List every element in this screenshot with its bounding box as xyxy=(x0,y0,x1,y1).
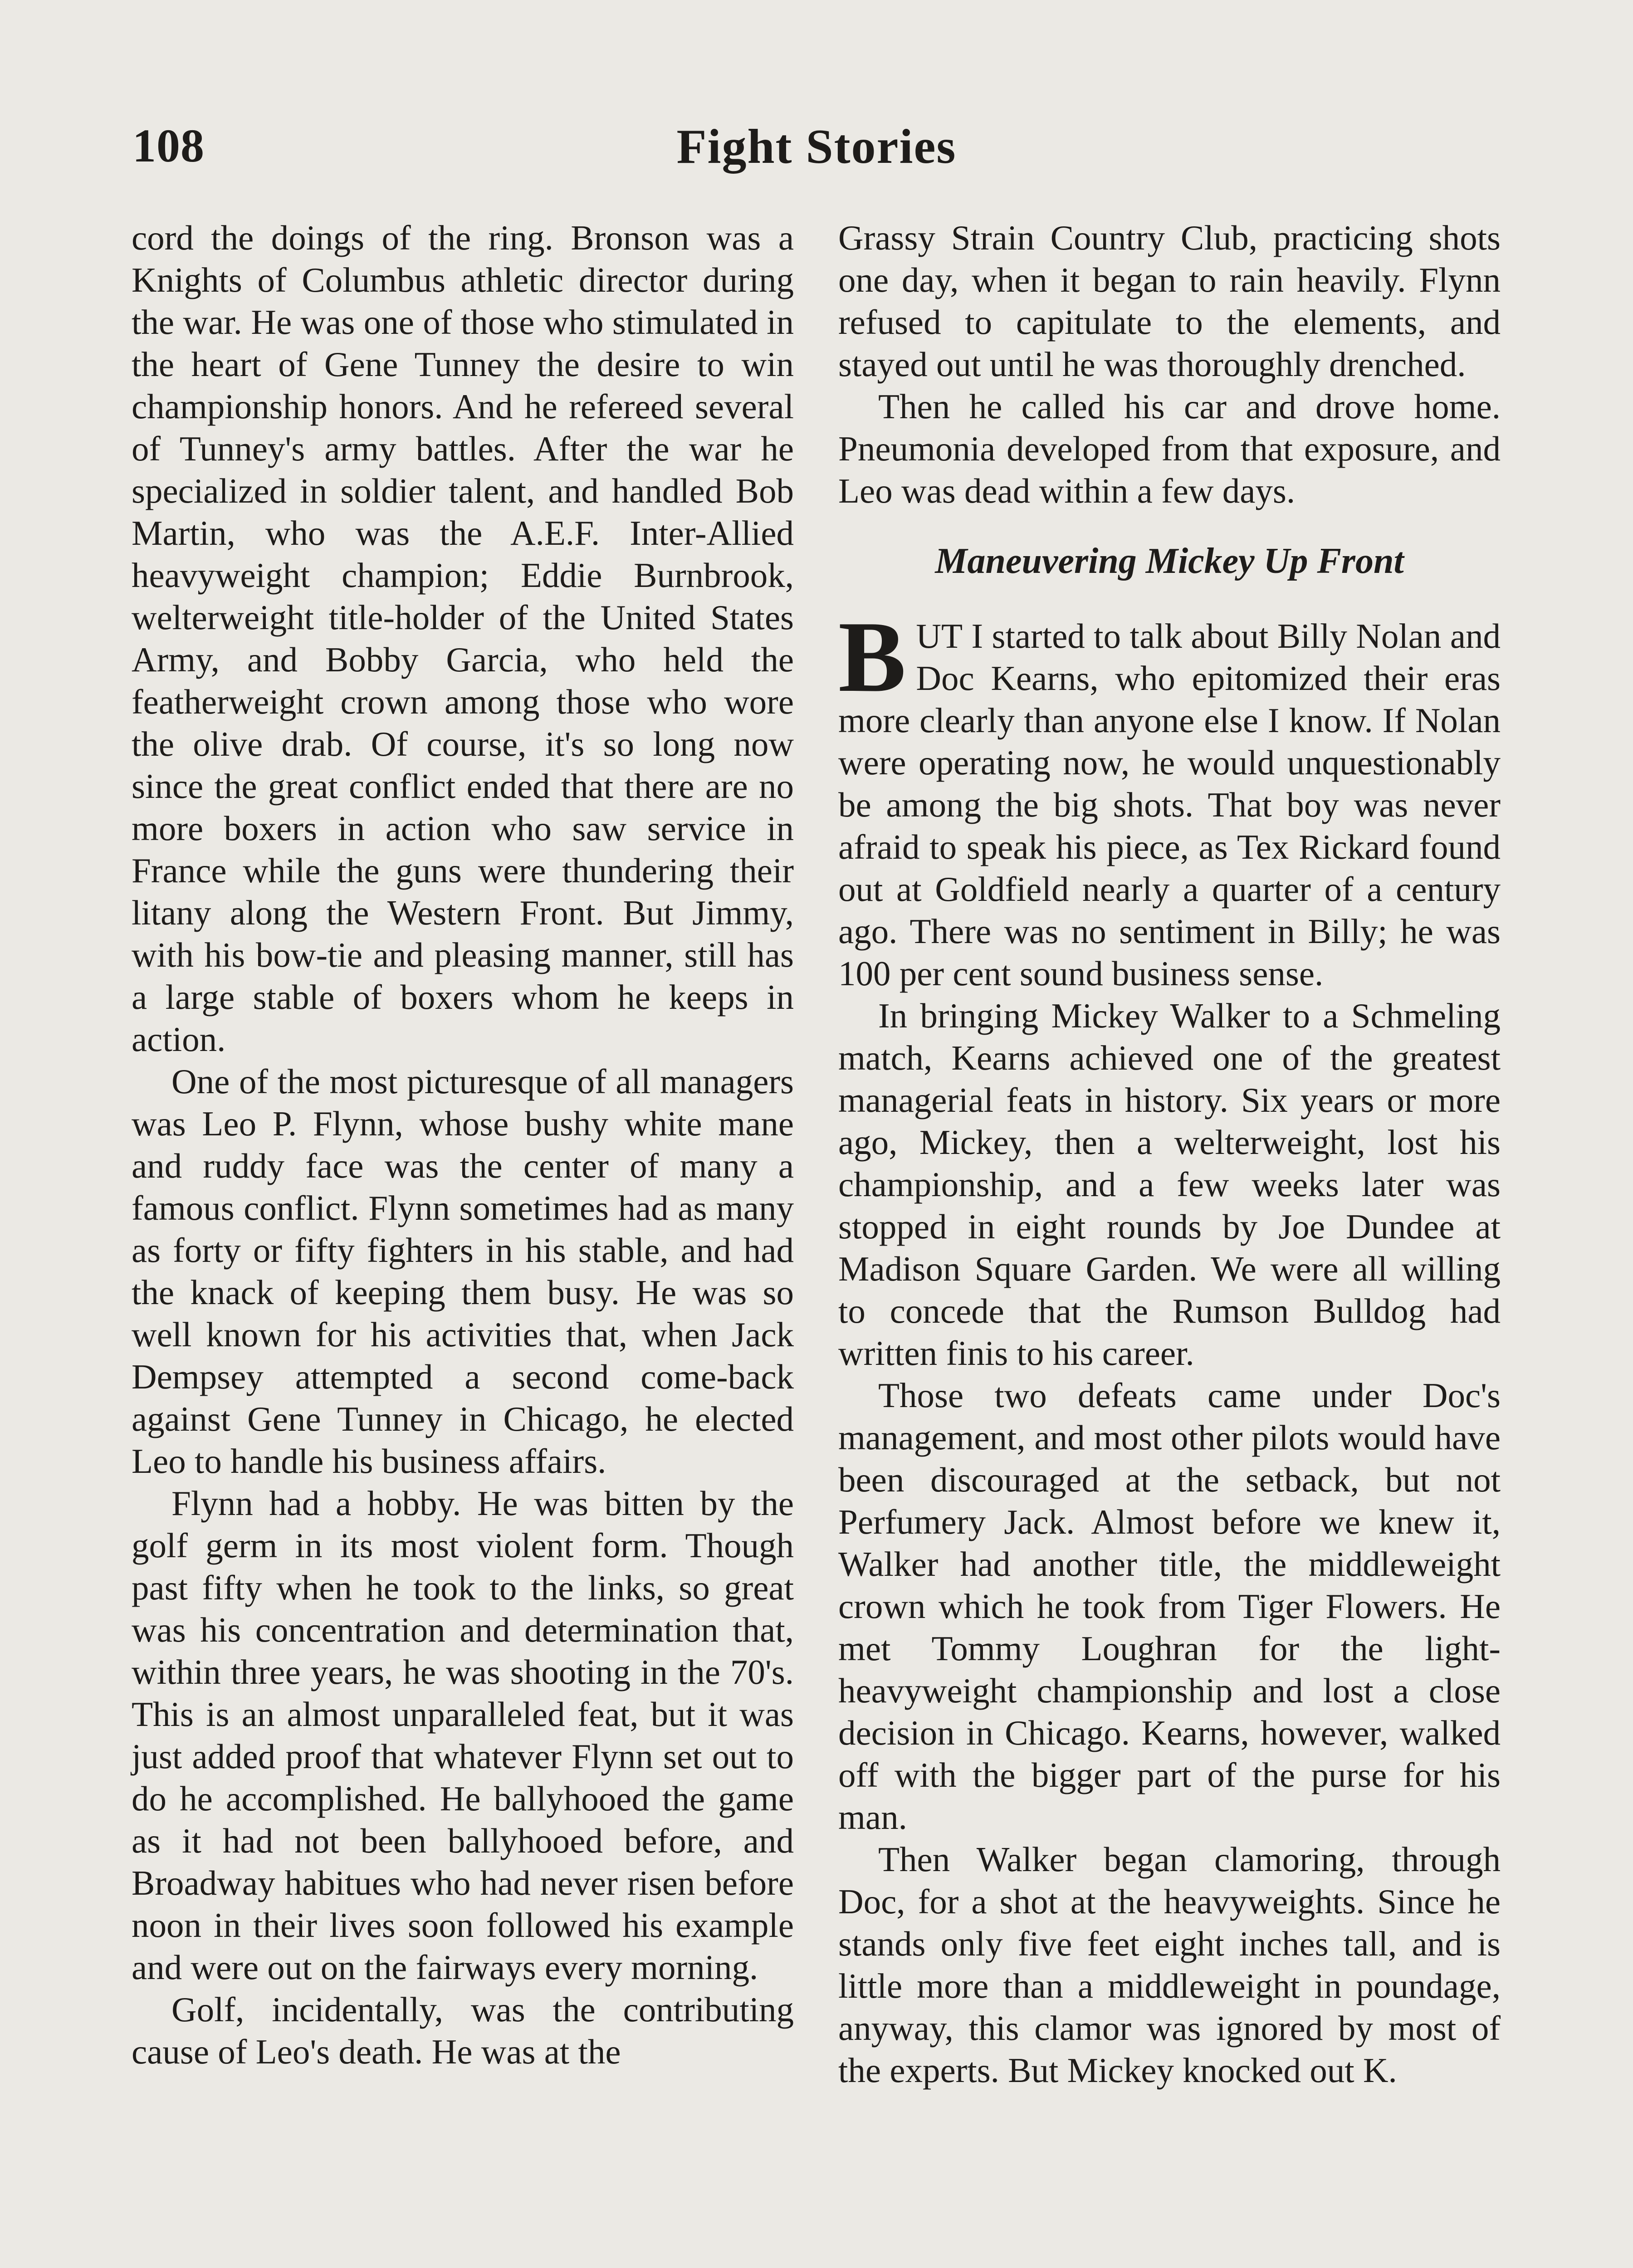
section-heading: Maneuvering Mickey Up Front xyxy=(935,541,1404,581)
running-head: Fight Stories xyxy=(676,120,957,174)
drop-cap: B xyxy=(838,601,906,713)
paragraph: cord the doings of the ring. Bronson was a Knights of Columbus athletic director during the war. He was one of those who stimulated in the heart of Gene Tunney the desire to win championship honors. And he refereed several of Tunney's army battles. After the war he specialized in soldier talent, and handled Bob Martin, who was the A.E.F. Inter-Allied heavyweight champion; Eddie Burnbrook, welterweight title-holder of the United States Army, and Bobby Garcia, who held the featherweight crown among those who wore the olive drab. Of course, it's so long now since the great conflict ended that there are no more boxers in action who saw service in France while the guns were thundering their litany along the Western Front. But Jimmy, with his bow-tie and pleasing manner, still has a large stable of boxers whom he keeps in action. xyxy=(132,218,794,1059)
paragraph: Then Walker began clamoring, through Doc, for a shot at the heavyweights. Since he stands only five feet eight inches tall, and is little more than a middleweight in poundage, anyway, this clamor was ignored by most of the experts. But Mickey knocked out K. xyxy=(838,1840,1501,2090)
paragraph-text: I started to talk about Billy Nolan and Doc Kearns, who epitomized their eras more clearly than anyone else I know. If Nolan were operating now, he would unquestionably be among the big shots. That boy was never afraid to speak his piece, as Tex Rickard found out at Goldfield nearly a quarter of a century ago. There was no sentiment in Billy; he was 100 per cent sound business sense. xyxy=(838,616,1501,993)
paragraph: One of the most picturesque of all managers was Leo P. Flynn, whose bushy white mane and ruddy face was the center of many a famous conflict. Flynn sometimes had as many as forty or fifty fighters in his stable, and had the knack of keeping them busy. He was so well known for his activities that, when Jack Dempsey attempted a second come-back against Gene Tunney in Chicago, he elected Leo to handle his business affairs. xyxy=(132,1062,794,1481)
paragraph: Those two defeats came under Doc's management, and most other pilots would have been discouraged at the setback, but not Perfumery Jack. Almost before we knew it, Walker had another title, the middleweight crown which he took from Tiger Flowers. He met Tommy Loughran for the light-heavyweight championship and lost a close decision in Chicago. Kearns, however, walked off with the bigger part of the purse for his man. xyxy=(838,1376,1501,1837)
left-column xyxy=(132,217,794,2073)
page-number: 108 xyxy=(132,120,205,172)
paragraph: Then he called his car and drove home. Pneumonia developed from that exposure, and Leo was dead within a few days. xyxy=(838,387,1501,510)
right-column xyxy=(838,217,1501,2092)
paragraph: In bringing Mickey Walker to a Schmeling match, Kearns achieved one of the greatest managerial feats in history. Six years or more ago, Mickey, then a welterweight, lost his championship, and a few weeks later was stopped in eight rounds by Joe Dundee at Madison Square Garden. We were all willing to concede that the Rumson Bulldog had written finis to his career. xyxy=(838,996,1501,1373)
drop-cap-rest: UT xyxy=(916,616,963,655)
paragraph: Golf, incidentally, was the contributing cause of Leo's death. He was at the xyxy=(132,1990,794,2071)
paragraph: Flynn had a hobby. He was bitten by the golf germ in its most violent form. Though past fifty when he took to the links, so great was his concentration and determination that, within three years, he was shooting in the 70's. This is an almost unparalleled feat, but it was just added proof that whatever Flynn set out to do he accomplished. He ballyhooed the game as it had not been ballyhooed before, and Broadway habitues who had never risen before noon in their lives soon followed his example and were out on the fairways every morning. xyxy=(132,1484,794,1987)
drop-cap-paragraph xyxy=(838,601,1501,995)
paragraph: Grassy Strain Country Club, practicing shots one day, when it began to rain heavily. Flynn refused to capitulate to the elements, and stayed out until he was thoroughly drenched. xyxy=(838,218,1501,384)
